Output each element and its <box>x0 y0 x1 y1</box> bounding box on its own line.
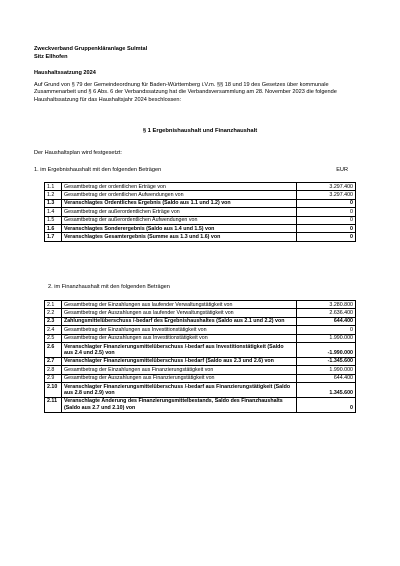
table-row <box>45 374 356 382</box>
table-row <box>45 357 356 365</box>
document-title: Haushaltssatzung 2024 <box>34 70 96 76</box>
row-description: Gesamtbetrag der Auszahlungen aus Investitionstätigkeit von <box>62 334 297 342</box>
row-number: 2.6 <box>45 343 62 358</box>
table-row <box>45 216 356 224</box>
table-row <box>45 225 356 233</box>
subsection-2-label: 2. im Finanzhaushalt mit den folgenden Beträgen <box>48 284 170 290</box>
row-description: Gesamtbetrag der außerordentlichen Erträge von <box>62 208 297 216</box>
row-amount: 644.400 <box>297 374 356 382</box>
row-amount: 1.990.000 <box>297 334 356 342</box>
organization-seat: Sitz Ellhofen <box>34 54 68 60</box>
row-amount: 3.280.800 <box>297 301 356 309</box>
row-number: 1.1 <box>45 183 62 191</box>
row-amount: -1.345.600 <box>297 357 356 365</box>
table-row <box>45 233 356 241</box>
row-number: 1.7 <box>45 233 62 241</box>
row-description: Gesamtbetrag der Einzahlungen aus Finanzierungstätigkeit von <box>62 366 297 374</box>
row-description: Gesamtbetrag der Auszahlungen aus Finanzierungstätigkeit von <box>62 374 297 382</box>
row-number: 2.5 <box>45 334 62 342</box>
row-number: 1.2 <box>45 191 62 199</box>
row-amount: 2.636.400 <box>297 309 356 317</box>
row-description: Veranschlagtes Ordentliches Ergebnis (Saldo aus 1.1 und 1.2) von <box>62 199 297 207</box>
row-description: Veranschlagtes Sonderergebnis (Saldo aus 1.4 und 1.5) von <box>62 225 297 233</box>
results-budget-table <box>44 182 356 242</box>
row-amount: 0 <box>297 208 356 216</box>
row-number: 2.9 <box>45 374 62 382</box>
table-row <box>45 366 356 374</box>
table-row <box>45 183 356 191</box>
currency-unit: EUR <box>336 167 348 173</box>
row-number: 1.4 <box>45 208 62 216</box>
row-amount: 0 <box>297 233 356 241</box>
row-number: 1.3 <box>45 199 62 207</box>
table-row <box>45 326 356 334</box>
row-amount: 3.297.400 <box>297 183 356 191</box>
table-row <box>45 317 356 325</box>
intro-paragraph: Auf Grund von § 79 der Gemeindeordnung für Baden-Württemberg i.V.m. §§ 18 und 19 des Gesetzes über kommunale Zusammenarbeit und § 6 Abs. 6 der Verbandssatzung hat die Verbandsversammlung am 28. November 2023 die folgende Haushaltssatzung für das Haushaltsjahr 2024 beschlossen: <box>34 82 337 103</box>
table-row <box>45 301 356 309</box>
row-description: Gesamtbetrag der Auszahlungen aus laufender Verwaltungstätigkeit von <box>62 309 297 317</box>
row-amount: 0 <box>297 326 356 334</box>
row-number: 2.2 <box>45 309 62 317</box>
row-number: 2.1 <box>45 301 62 309</box>
table-row <box>45 191 356 199</box>
row-number: 2.8 <box>45 366 62 374</box>
row-description: Gesamtbetrag der Einzahlungen aus laufender Verwaltungstätigkeit von <box>62 301 297 309</box>
section-lead-text: Der Haushaltsplan wird festgesetzt: <box>34 150 122 156</box>
row-number: 2.4 <box>45 326 62 334</box>
row-number: 1.5 <box>45 216 62 224</box>
row-description: Veranschlagter Finanzierungsmittelüberschuss /-bedarf (Saldo aus 2.3 und 2.6) von <box>62 357 297 365</box>
row-amount: -1.990.000 <box>297 343 356 358</box>
section-1-heading: § 1 Ergebnishaushalt und Finanzhaushalt <box>142 128 258 134</box>
table-row <box>45 208 356 216</box>
row-amount: 1.990.000 <box>297 366 356 374</box>
row-amount: 0 <box>297 397 356 412</box>
row-description: Veranschlagter Finanzierungsmittelüberschuss /-bedarf aus Investitionstätigkeit (Saldo aus 2.4 und 2.5) von <box>62 343 297 358</box>
row-number: 2.3 <box>45 317 62 325</box>
table-row <box>45 343 356 358</box>
row-description: Veranschlagte Änderung des Finanzierungsmittelbestands, Saldo des Finanzhaushalts (Saldo aus 2.7 und 2.10) von <box>62 397 297 412</box>
row-number: 1.6 <box>45 225 62 233</box>
row-number: 2.11 <box>45 397 62 412</box>
row-amount: 0 <box>297 225 356 233</box>
row-amount: 0 <box>297 199 356 207</box>
row-description: Gesamtbetrag der Einzahlungen aus Investitionstätigkeit von <box>62 326 297 334</box>
row-description: Veranschlagtes Gesamtergebnis (Summe aus 1.3 und 1.6) von <box>62 233 297 241</box>
row-description: Gesamtbetrag der ordentlichen Erträge von <box>62 183 297 191</box>
row-description: Zahlungsmittelüberschuss /-bedarf des Ergebnishaushaltes (Saldo aus 2.1 und 2.2) von <box>62 317 297 325</box>
row-amount: 1.345.600 <box>297 383 356 398</box>
row-amount: 0 <box>297 216 356 224</box>
row-number: 2.10 <box>45 383 62 398</box>
row-number: 2.7 <box>45 357 62 365</box>
organization-name: Zweckverband Gruppenkläranlage Sulmtal <box>34 46 148 52</box>
table-row <box>45 309 356 317</box>
subsection-1-label: 1. im Ergebnishaushalt mit den folgenden Beträgen <box>34 167 162 173</box>
table-row <box>45 334 356 342</box>
finance-budget-table <box>44 300 356 413</box>
table-row <box>45 199 356 207</box>
row-amount: 3.297.400 <box>297 191 356 199</box>
row-description: Gesamtbetrag der ordentlichen Aufwendungen von <box>62 191 297 199</box>
row-amount: 644.400 <box>297 317 356 325</box>
table-row <box>45 383 356 398</box>
table-row <box>45 397 356 412</box>
row-description: Gesamtbetrag der außerordentlichen Aufwendungen von <box>62 216 297 224</box>
row-description: Veranschlagter Finanzierungsmittelüberschuss /-bedarf aus Finanzierungstätigkeit (Saldo aus 2.8 und 2.9) von <box>62 383 297 398</box>
